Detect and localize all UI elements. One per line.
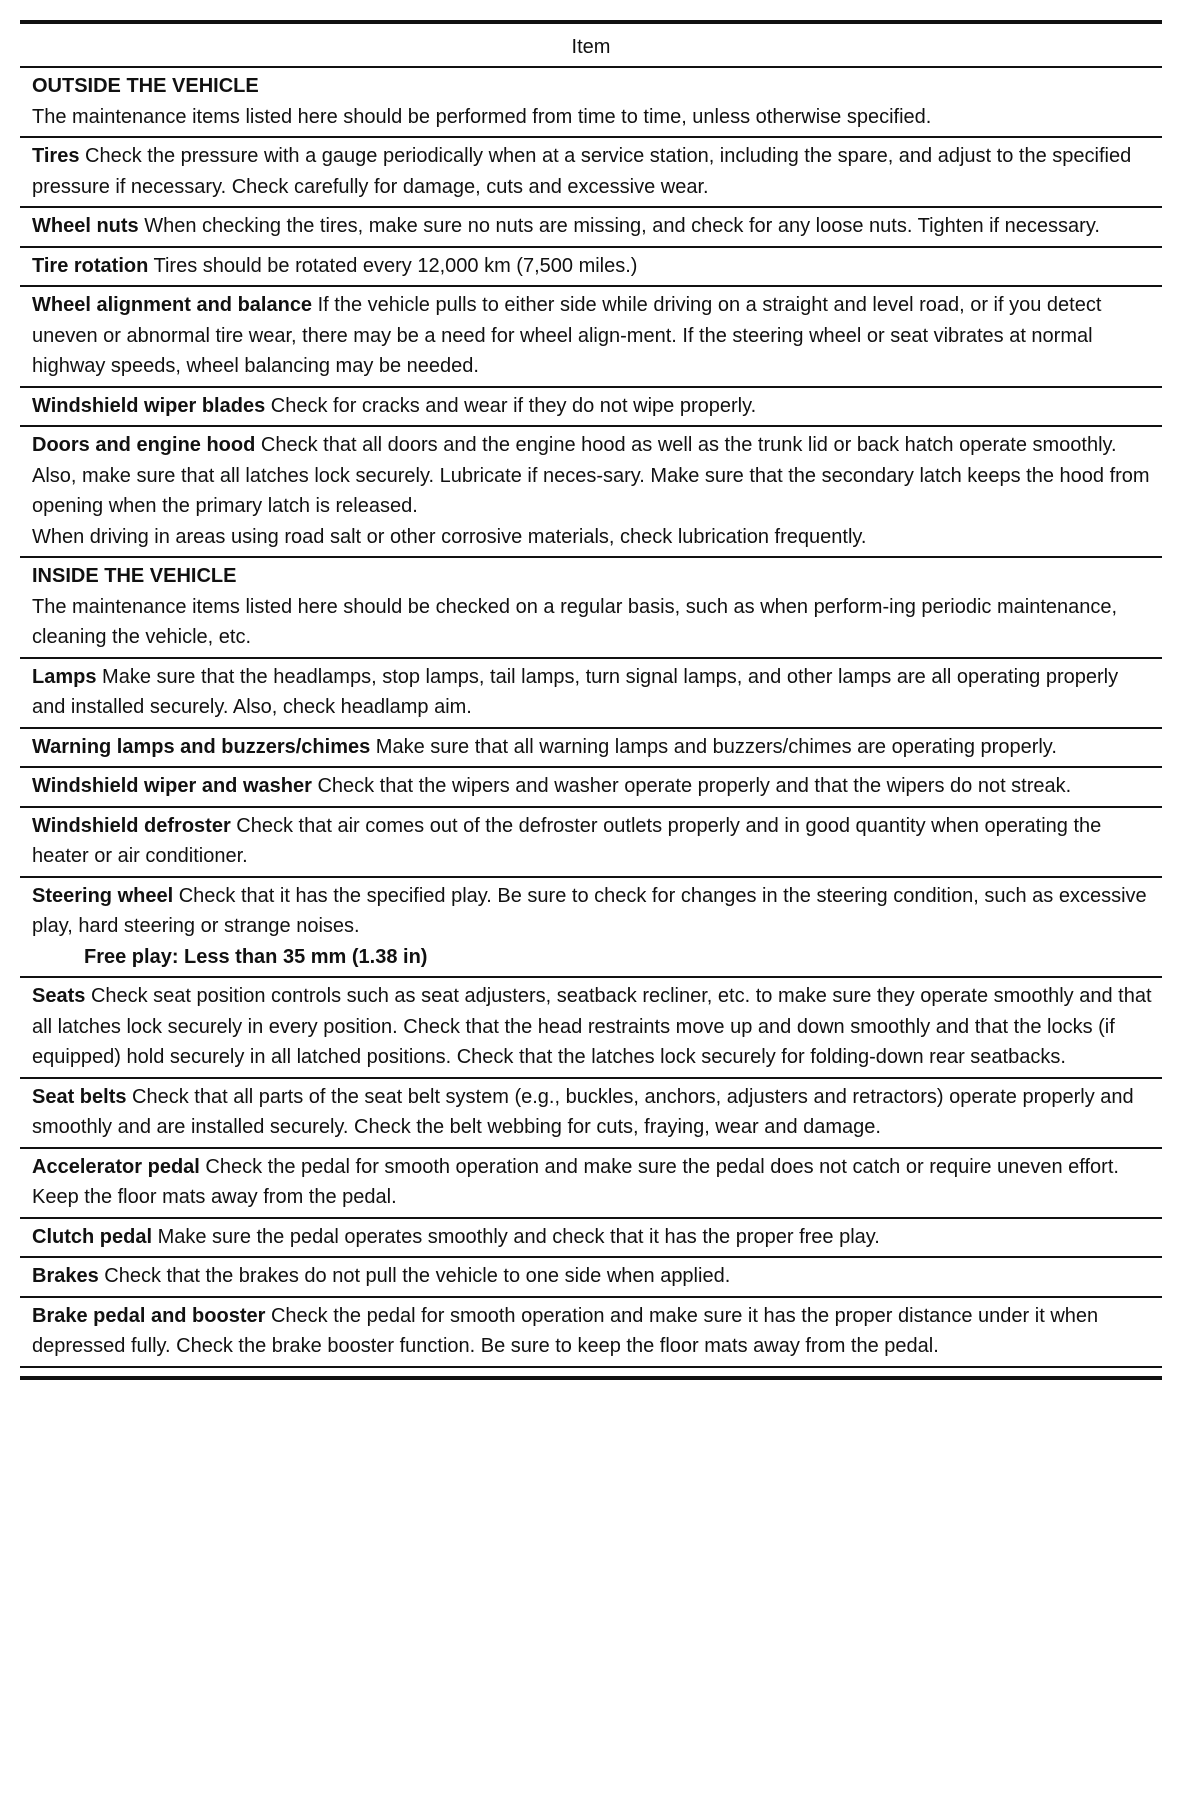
item-text: Check seat position controls such as seat adjusters, seatback recliner, etc. to make sure they operate smoothly and that all latches lock securely in every position. Check that the head restraints move up and down smoothly and that the locks (if equipped) hold securely in all latched positions. Check that the latches lock securely for folding-down rear seatbacks.	[32, 985, 1152, 1068]
item-text: Tires should be rotated every 12,000 km (7,500 miles.)	[153, 254, 638, 277]
item-tires	[20, 138, 1162, 208]
item-term: Wheel nuts	[32, 215, 139, 237]
item-text: Check that the brakes do not pull the vehicle to one side when applied.	[104, 1265, 731, 1287]
item-seats	[20, 978, 1162, 1079]
section-heading: OUTSIDE THE VEHICLE	[32, 75, 259, 97]
item-term: Accelerator pedal	[32, 1155, 200, 1178]
item-text: Check that it has the specified play. Be sure to check for changes in the steering condition, such as excessive play, hard steering or strange noises.	[32, 884, 1147, 937]
item-term: Wheel alignment and balance	[32, 294, 313, 316]
item-term: Lamps	[32, 665, 97, 688]
item-text: Check that the wipers and washer operate properly and that the wipers do not streak.	[317, 775, 1072, 797]
section-text: The maintenance items listed here should be checked on a regular basis, such as when perform-ing periodic maintenance, cleaning the vehicle, etc.	[32, 595, 1118, 648]
item-doors-engine-hood	[20, 427, 1162, 558]
item-seat-belts	[20, 1079, 1162, 1149]
item-term: Doors and engine hood	[32, 434, 256, 456]
item-wiper-blades	[20, 388, 1162, 428]
item-clutch-pedal	[20, 1219, 1162, 1259]
item-steering-wheel	[20, 878, 1162, 979]
item-lamps	[20, 659, 1162, 729]
item-text: Make sure that the headlamps, stop lamps, tail lamps, turn signal lamps, and other lamps are all operating properly and installed securely. Also, check headlamp aim.	[32, 665, 1119, 718]
item-text: Check the pedal for smooth operation and make sure it has the proper distance under it when depressed fully. Check the brake booster function. Be sure to keep the floor mats away from the pedal.	[32, 1304, 1099, 1357]
item-brakes	[20, 1258, 1162, 1298]
section-inside-vehicle	[20, 558, 1162, 659]
item-term: Steering wheel	[32, 884, 174, 907]
item-term: Windshield wiper and washer	[32, 775, 312, 797]
section-text: The maintenance items listed here should be performed from time to time, unless otherwise specified.	[32, 105, 932, 128]
item-term: Brakes	[32, 1265, 99, 1287]
item-wheel-nuts	[20, 208, 1162, 248]
item-defroster	[20, 808, 1162, 878]
item-term: Warning lamps and buzzers/chimes	[32, 735, 371, 758]
item-warning-lamps	[20, 729, 1162, 769]
item-tire-rotation	[20, 248, 1162, 288]
item-accelerator-pedal	[20, 1149, 1162, 1219]
section-outside-vehicle	[20, 68, 1162, 138]
item-extra-text: When driving in areas using road salt or other corrosive materials, check lubrication frequently.	[32, 525, 867, 548]
item-text: Check that air comes out of the defroster outlets properly and in good quantity when operating the heater or air conditioner.	[32, 814, 1102, 867]
item-term: Brake pedal and booster	[32, 1304, 266, 1327]
item-wiper-washer	[20, 768, 1162, 808]
maintenance-table	[20, 20, 1162, 1380]
item-term: Seats	[32, 985, 86, 1007]
item-text: Check the pedal for smooth operation and make sure the pedal does not catch or require uneven effort. Keep the floor mats away from the pedal.	[32, 1155, 1119, 1208]
item-term: Tires	[32, 145, 80, 167]
item-wheel-alignment	[20, 287, 1162, 388]
bottom-rule	[20, 1376, 1162, 1380]
item-text: When checking the tires, make sure no nuts are missing, and check for any loose nuts. Tighten if necessary.	[144, 215, 1100, 237]
table-header: Item	[20, 24, 1162, 68]
item-text: Make sure that all warning lamps and buzzers/chimes are operating properly.	[375, 735, 1057, 758]
item-text: Check that all parts of the seat belt system (e.g., buckles, anchors, adjusters and retractors) operate properly and smoothly and are installed securely. Check the belt webbing for cuts, fraying, wear and damage.	[32, 1085, 1134, 1138]
item-text: Make sure the pedal operates smoothly and check that it has the proper free play.	[157, 1225, 880, 1248]
item-term: Tire rotation	[32, 254, 149, 277]
item-term: Windshield defroster	[32, 814, 231, 837]
item-spec: Free play: Less than 35 mm (1.38 in)	[84, 945, 428, 968]
item-text: Check for cracks and wear if they do not wipe properly.	[270, 394, 757, 417]
item-text: Check the pressure with a gauge periodically when at a service station, including the spare, and adjust to the specified pressure if necessary. Check carefully for damage, cuts and excessive wear.	[32, 145, 1132, 198]
section-heading: INSIDE THE VEHICLE	[32, 565, 237, 587]
item-term: Clutch pedal	[32, 1225, 153, 1248]
item-text: If the vehicle pulls to either side while driving on a straight and level road, or if you detect uneven or abnormal tire wear, there may be a need for wheel align-ment. If the steering wheel or seat vibrates at normal highway speeds, wheel balancing may be needed.	[32, 294, 1102, 377]
item-term: Seat belts	[32, 1085, 127, 1108]
item-brake-pedal-booster	[20, 1298, 1162, 1368]
item-text: Check that all doors and the engine hood as well as the trunk lid or back hatch operate smoothly. Also, make sure that all latches lock securely. Lubricate if neces-sary. Make sure that the secondary latch keeps the hood from opening when the primary latch is released.	[32, 434, 1150, 517]
item-term: Windshield wiper blades	[32, 394, 266, 417]
